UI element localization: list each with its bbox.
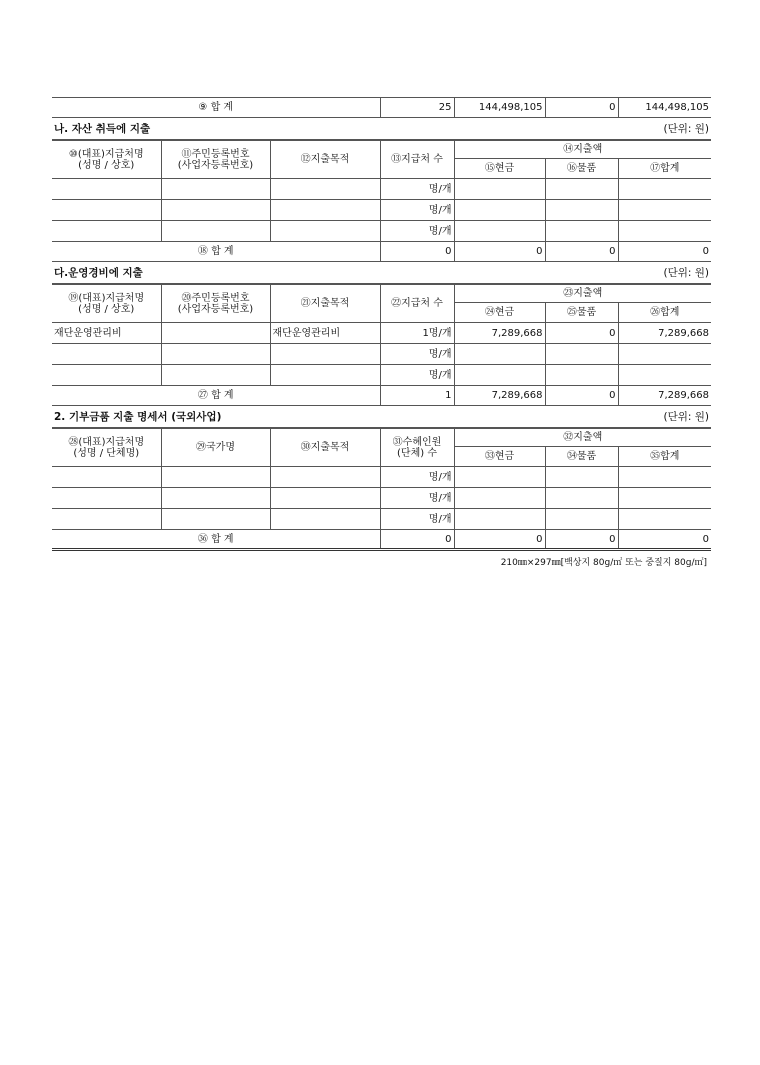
asset-row-purpose <box>270 200 380 221</box>
asset-total-sum: 0 <box>618 242 711 262</box>
overseas-row-goods <box>545 509 618 530</box>
overseas-row-payee <box>52 509 161 530</box>
operating-id-header-line1: ⑳주민등록번호 <box>181 292 250 304</box>
table-row <box>52 179 711 200</box>
table-row <box>52 467 711 488</box>
overseas-goods-header: ㉞물품 <box>545 447 618 467</box>
asset-row-payee <box>52 200 161 221</box>
section-overseas-title: 2. 기부금품 지출 명세서 (국외사업) <box>54 411 222 423</box>
operating-row-cash: 7,289,668 <box>454 323 545 344</box>
operating-payee-header-line2: (성명 / 상호) <box>78 303 135 315</box>
operating-row-id <box>161 344 270 365</box>
asset-total-goods: 0 <box>545 242 618 262</box>
overseas-total-row <box>52 530 711 550</box>
operating-amount-header: ㉓지출액 <box>454 285 711 303</box>
asset-amount-header: ⑭지출액 <box>454 141 711 159</box>
overseas-amount-header: ㉜지출액 <box>454 429 711 447</box>
asset-row-sum <box>618 221 711 242</box>
operating-row-count: 1명/개 <box>380 323 454 344</box>
table-row <box>52 488 711 509</box>
asset-id-header-line1: ⑪주민등록번호 <box>181 148 250 160</box>
operating-purpose-header: ㉑지출목적 <box>270 285 380 323</box>
operating-row-sum <box>618 365 711 386</box>
total-count: 25 <box>380 98 454 118</box>
overseas-row-payee <box>52 488 161 509</box>
operating-total-count: 1 <box>380 386 454 406</box>
table-row <box>52 200 711 221</box>
asset-cash-header: ⑮현금 <box>454 159 545 179</box>
total-cash: 144,498,105 <box>454 98 545 118</box>
asset-row-goods <box>545 200 618 221</box>
table-row <box>52 344 711 365</box>
overseas-payee-header-line1: ㉘(대표)지급처명 <box>68 436 145 448</box>
operating-count-header: ㉒지급처 수 <box>380 285 454 323</box>
operating-row-payee <box>52 365 161 386</box>
section-asset-header <box>52 118 711 140</box>
asset-payee-header <box>52 141 161 179</box>
operating-row-goods <box>545 365 618 386</box>
operating-row-cash <box>454 344 545 365</box>
asset-row-cash <box>454 200 545 221</box>
operating-row-purpose: 재단운영관리비 <box>270 323 380 344</box>
section-operating-unit: (단위: 원) <box>663 267 709 279</box>
asset-row-goods <box>545 221 618 242</box>
asset-goods-header: ⑯물품 <box>545 159 618 179</box>
operating-total-label: ㉗ 합 계 <box>52 386 380 406</box>
operating-row-purpose <box>270 344 380 365</box>
overseas-row-country <box>161 488 270 509</box>
operating-row-sum <box>618 344 711 365</box>
operating-payee-header <box>52 285 161 323</box>
asset-row-cash <box>454 221 545 242</box>
section-asset-title: 나. 자산 취득에 지출 <box>54 123 151 135</box>
overseas-row-sum <box>618 488 711 509</box>
operating-total-row <box>52 386 711 406</box>
operating-payee-header-line1: ⑲(대표)지급처명 <box>68 292 145 304</box>
asset-total-cash: 0 <box>454 242 545 262</box>
overseas-row-goods <box>545 467 618 488</box>
asset-row-id <box>161 179 270 200</box>
overseas-payee-header-line2: (성명 / 단체명) <box>73 447 140 459</box>
operating-row-payee <box>52 344 161 365</box>
asset-total-label: ⑱ 합 계 <box>52 242 380 262</box>
operating-total-cash: 7,289,668 <box>454 386 545 406</box>
asset-row-count: 명/개 <box>380 221 454 242</box>
overseas-row-payee <box>52 467 161 488</box>
asset-sum-header: ⑰합계 <box>618 159 711 179</box>
asset-row-payee <box>52 179 161 200</box>
overseas-beneficiary-header-line1: ㉛수혜인원 <box>392 436 442 448</box>
overseas-purpose-header: ㉚지출목적 <box>270 429 380 467</box>
operating-id-header <box>161 285 270 323</box>
operating-id-header-line2: (사업자등록번호) <box>177 303 254 315</box>
table-row <box>52 221 711 242</box>
table-row <box>52 323 711 344</box>
operating-row-count: 명/개 <box>380 365 454 386</box>
operating-total-goods: 0 <box>545 386 618 406</box>
operating-row-id <box>161 365 270 386</box>
total-sum: 144,498,105 <box>618 98 711 118</box>
overseas-row-cash <box>454 509 545 530</box>
total-label: ⑨ 합 계 <box>52 98 380 118</box>
overseas-sum-header: ㉟합계 <box>618 447 711 467</box>
overseas-row-count: 명/개 <box>380 509 454 530</box>
overseas-total-sum: 0 <box>618 530 711 550</box>
overseas-cash-header: ㉝현금 <box>454 447 545 467</box>
overseas-row-country <box>161 467 270 488</box>
asset-row-goods <box>545 179 618 200</box>
operating-total-sum: 7,289,668 <box>618 386 711 406</box>
table-row <box>52 365 711 386</box>
operating-cash-header: ㉔현금 <box>454 303 545 323</box>
overseas-row-purpose <box>270 467 380 488</box>
overseas-country-header: ㉙국가명 <box>161 429 270 467</box>
asset-row-count: 명/개 <box>380 179 454 200</box>
top-total-row <box>52 98 711 118</box>
operating-row-cash <box>454 365 545 386</box>
asset-row-id <box>161 221 270 242</box>
overseas-row-count: 명/개 <box>380 467 454 488</box>
asset-id-header <box>161 141 270 179</box>
overseas-row-country <box>161 509 270 530</box>
overseas-row-count: 명/개 <box>380 488 454 509</box>
asset-row-sum <box>618 179 711 200</box>
asset-row-sum <box>618 200 711 221</box>
operating-row-count: 명/개 <box>380 344 454 365</box>
overseas-header-row-1 <box>52 429 711 447</box>
asset-row-payee <box>52 221 161 242</box>
overseas-beneficiary-header-line2: (단체) 수 <box>397 447 437 459</box>
asset-row-id <box>161 200 270 221</box>
asset-payee-header-line2: (성명 / 상호) <box>78 159 135 171</box>
table-row <box>52 509 711 530</box>
asset-row-cash <box>454 179 545 200</box>
operating-row-id <box>161 323 270 344</box>
overseas-total-count: 0 <box>380 530 454 550</box>
top-total-table <box>52 97 711 118</box>
asset-id-header-line2: (사업자등록번호) <box>177 159 254 171</box>
operating-row-purpose <box>270 365 380 386</box>
asset-header-row-1 <box>52 141 711 159</box>
overseas-table <box>52 428 711 551</box>
asset-row-count: 명/개 <box>380 200 454 221</box>
total-goods: 0 <box>545 98 618 118</box>
operating-row-goods: 0 <box>545 323 618 344</box>
overseas-total-label: ㊱ 합 계 <box>52 530 380 550</box>
section-overseas-unit: (단위: 원) <box>663 411 709 423</box>
section-asset-unit: (단위: 원) <box>663 123 709 135</box>
overseas-row-purpose <box>270 488 380 509</box>
overseas-row-cash <box>454 488 545 509</box>
asset-row-purpose <box>270 179 380 200</box>
section-overseas-header <box>52 406 711 428</box>
paper-spec-footnote: 210㎜×297㎜[백상지 80g/㎡ 또는 중질지 80g/㎡] <box>500 558 707 568</box>
operating-row-sum: 7,289,668 <box>618 323 711 344</box>
section-operating-header <box>52 262 711 284</box>
overseas-row-goods <box>545 488 618 509</box>
overseas-row-sum <box>618 509 711 530</box>
operating-header-row-1 <box>52 285 711 303</box>
asset-purpose-header: ⑫지출목적 <box>270 141 380 179</box>
asset-payee-header-line1: ⑩(대표)지급처명 <box>68 148 144 160</box>
section-operating-title: 다.운영경비에 지출 <box>54 267 143 279</box>
overseas-row-purpose <box>270 509 380 530</box>
asset-table <box>52 140 711 262</box>
asset-count-header: ⑬지급처 수 <box>380 141 454 179</box>
overseas-total-goods: 0 <box>545 530 618 550</box>
operating-row-payee: 재단운영관리비 <box>52 323 161 344</box>
asset-total-count: 0 <box>380 242 454 262</box>
operating-sum-header: ㉖합계 <box>618 303 711 323</box>
operating-goods-header: ㉕물품 <box>545 303 618 323</box>
overseas-beneficiary-header <box>380 429 454 467</box>
operating-table <box>52 284 711 406</box>
overseas-total-cash: 0 <box>454 530 545 550</box>
overseas-row-sum <box>618 467 711 488</box>
expenditure-form <box>52 97 711 568</box>
asset-total-row <box>52 242 711 262</box>
overseas-payee-header <box>52 429 161 467</box>
operating-row-goods <box>545 344 618 365</box>
overseas-row-cash <box>454 467 545 488</box>
asset-row-purpose <box>270 221 380 242</box>
